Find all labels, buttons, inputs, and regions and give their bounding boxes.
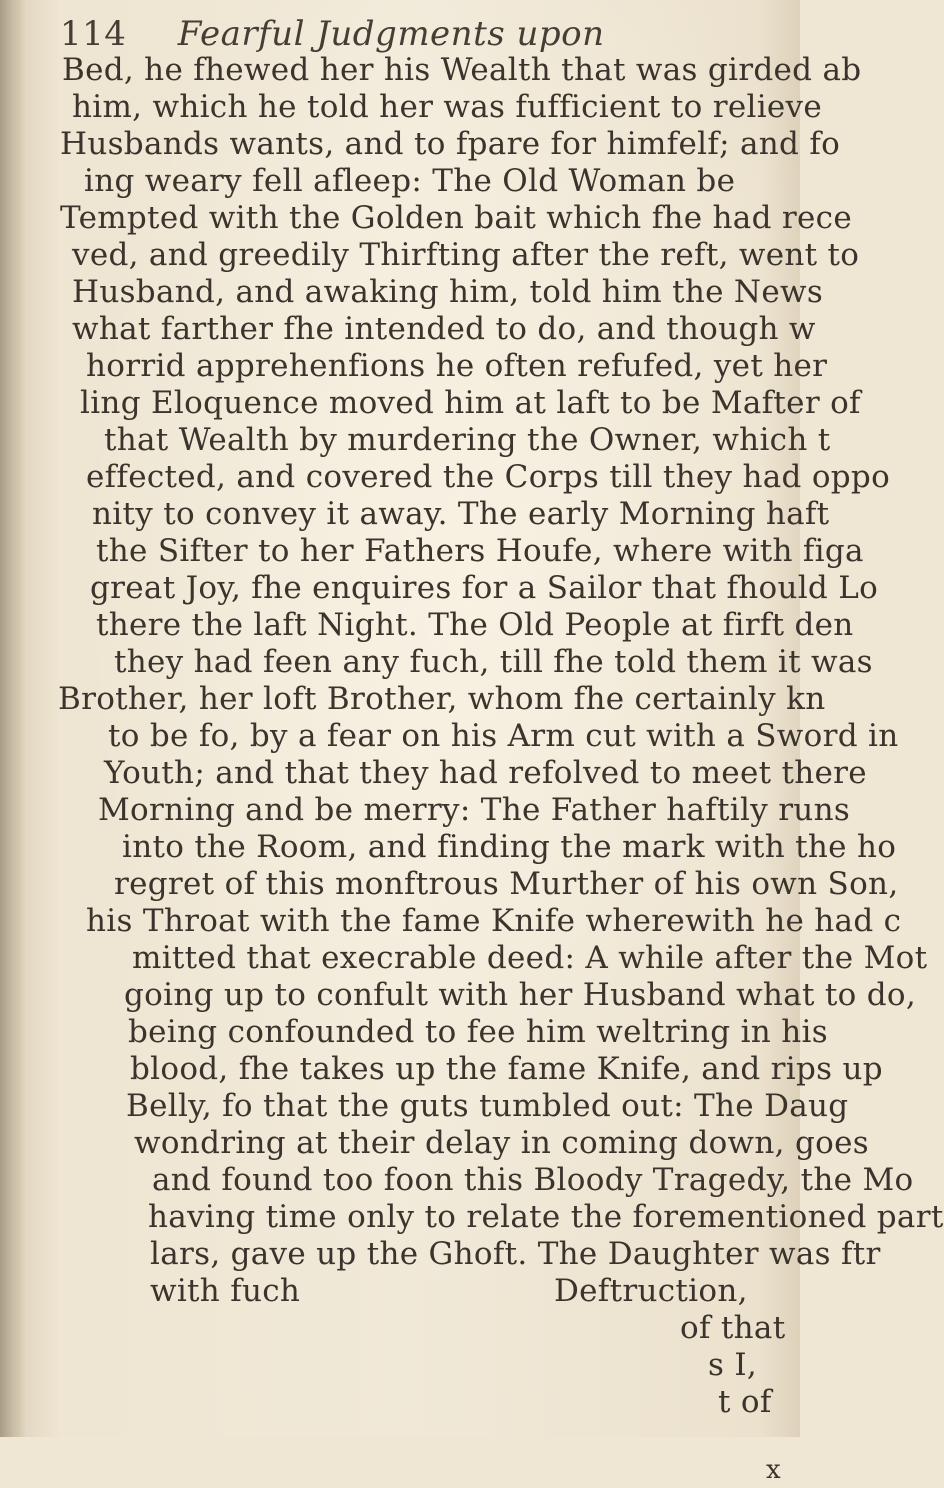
text-line: him, which he told her was fufficient to relieve bbox=[72, 89, 823, 125]
text-line: blood, fhe takes up the fame Knife, and rips up bbox=[130, 1051, 883, 1087]
text-line: wondring at their delay in coming down, goes bbox=[134, 1125, 869, 1161]
text-line: mitted that execrable deed: A while after the Mot bbox=[132, 940, 928, 976]
text-line: Tempted with the Golden bait which fhe had rece bbox=[60, 200, 852, 236]
text-line: into the Room, and finding the mark with the ho bbox=[122, 829, 897, 865]
text-line: s I, bbox=[708, 1347, 758, 1383]
text-line: x bbox=[766, 1455, 781, 1485]
text-line: lars, gave up the Ghoft. The Daughter was ftr bbox=[150, 1236, 881, 1272]
text-line: Youth; and that they had refolved to meet there bbox=[104, 755, 867, 791]
text-line: of that bbox=[680, 1310, 786, 1346]
text-line: Husbands wants, and to fpare for himfelf; and fo bbox=[60, 126, 841, 162]
text-line: being confounded to fee him weltring in his bbox=[128, 1014, 828, 1050]
text-line: Belly, fo that the guts tumbled out: The Daug bbox=[126, 1088, 849, 1124]
text-line: going up to confult with her Husband what to do, bbox=[124, 977, 917, 1013]
running-head bbox=[60, 12, 800, 56]
text-line: effected, and covered the Corps till they had oppo bbox=[86, 459, 891, 495]
text-line: that Wealth by murdering the Owner, which t bbox=[104, 422, 831, 458]
text-line: ved, and greedily Thirfting after the reft, went to bbox=[72, 237, 860, 273]
text-line: regret of this monftrous Murther of his own Son, bbox=[114, 866, 899, 902]
text-line: Morning and be merry: The Father haftily runs bbox=[98, 792, 851, 828]
text-line: ling Eloquence moved him at laft to be Mafter of bbox=[80, 385, 861, 421]
text-line: and found too foon this Bloody Tragedy, the Mo bbox=[152, 1162, 914, 1198]
text-line: his Throat with the fame Knife wherewith he had c bbox=[86, 903, 902, 939]
text-line: the Sifter to her Fathers Houfe, where with figa bbox=[96, 533, 864, 569]
text-line: ing weary fell afleep: The Old Woman be bbox=[84, 163, 736, 199]
text-line: having time only to relate the forementioned part bbox=[148, 1199, 944, 1235]
text-line: nity to convey it away. The early Morning haft bbox=[92, 496, 830, 532]
text-line: to be fo, by a fear on his Arm cut with a Sword in bbox=[108, 718, 899, 754]
text-line: what farther fhe intended to do, and though w bbox=[72, 311, 816, 347]
page-gutter bbox=[0, 0, 26, 1437]
text-line: they had feen any fuch, till fhe told them it was bbox=[114, 644, 873, 680]
page-number: 114 bbox=[60, 14, 127, 54]
text-line: Brother, her loft Brother, whom fhe certainly kn bbox=[58, 681, 826, 717]
text-line: Husband, and awaking him, told him the News bbox=[72, 274, 824, 310]
text-line: there the laft Night. The Old People at firft den bbox=[96, 607, 854, 643]
text-line: Bed, he fhewed her his Wealth that was girded ab bbox=[62, 52, 862, 88]
text-line: Deftruction, bbox=[554, 1273, 748, 1309]
text-line: with fuch bbox=[150, 1273, 301, 1309]
text-line: t of bbox=[718, 1384, 772, 1420]
text-line: great Joy, fhe enquires for a Sailor that fhould Lo bbox=[90, 570, 879, 606]
text-line: horrid apprehenfions he often refufed, yet her bbox=[86, 348, 828, 384]
running-title: Fearful Judgments upon bbox=[177, 14, 605, 54]
